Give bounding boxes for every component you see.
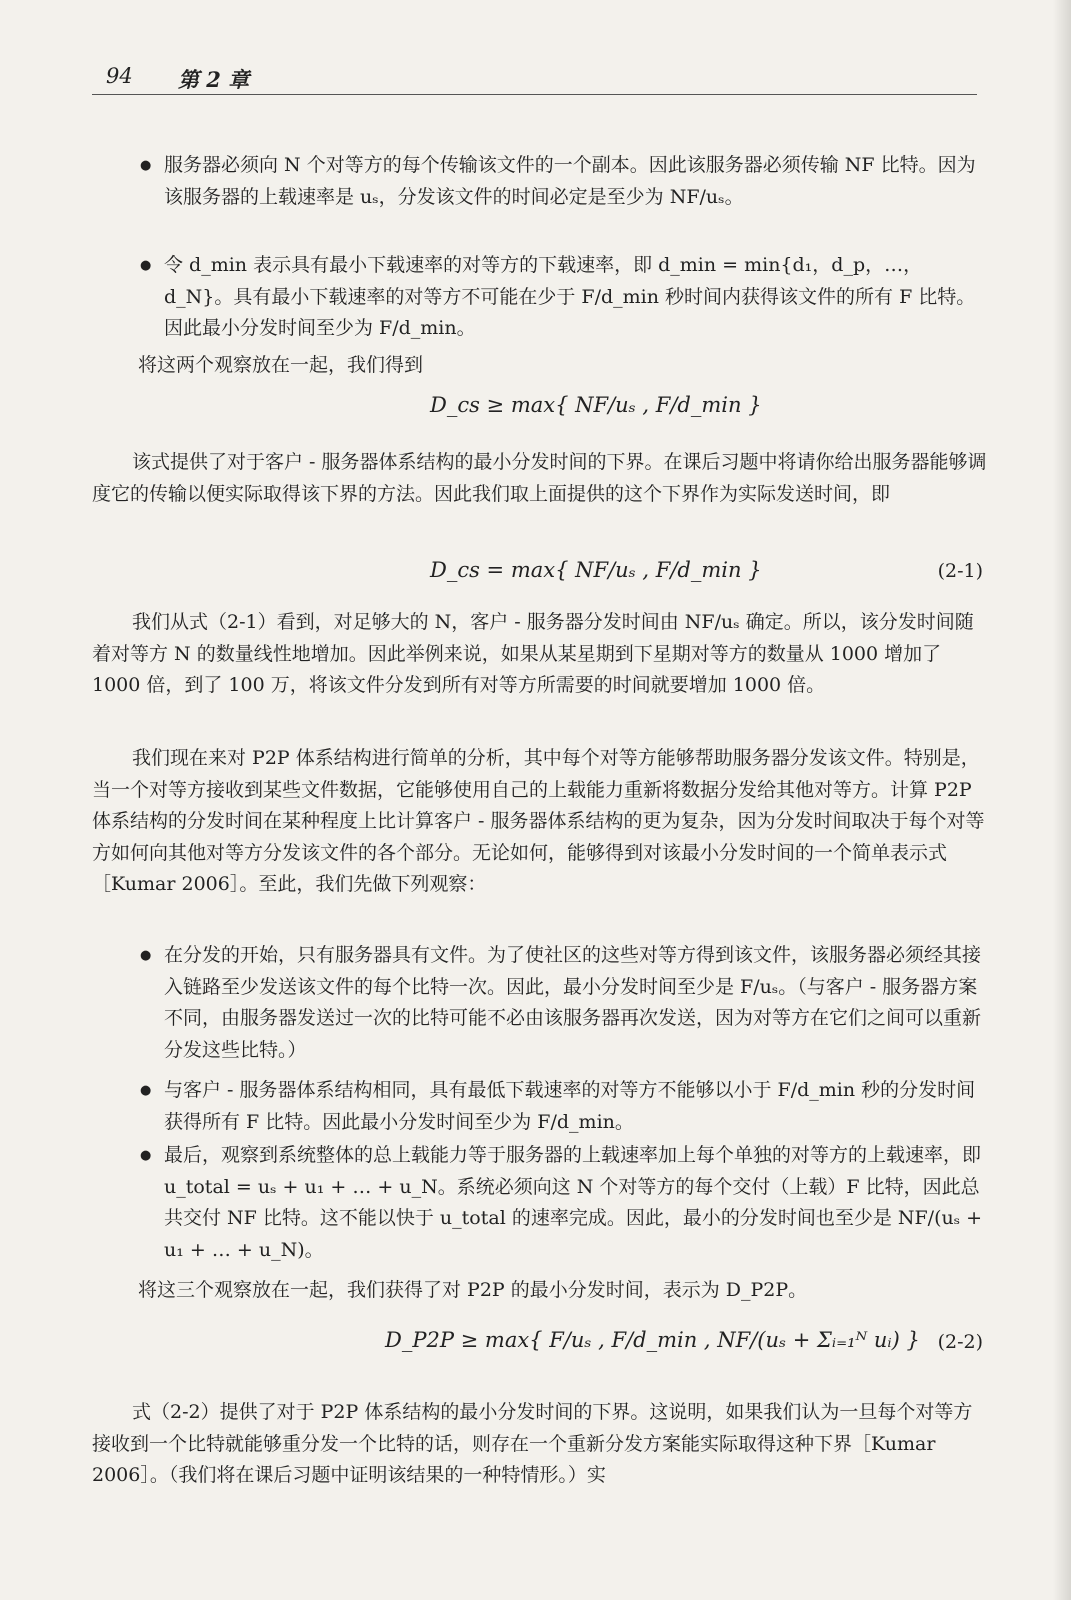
equation-2-2: D_P2P ≥ max{ F/uₛ , F/d_min , NF/(uₛ + Σᵢ₌₁ᴺ uᵢ) } bbox=[385, 1328, 920, 1352]
paragraph-p2p-lower-bound: 式（2-2）提供了对于 P2P 体系结构的最小分发时间的下界。这说明，如果我们认为一旦每个对等方接收到一个比特就能够重分发一个比特的话，则存在一个重新分发方案能实际取得这种下界［Kumar 2006］。（我们将在课后习题中证明该结果的一种特情形。）实 bbox=[92, 1401, 973, 1486]
page-number: 94 bbox=[106, 64, 133, 88]
equation-number-2-1: (2-1) bbox=[937, 560, 983, 582]
bullet-slowest-peer: ● 与客户 - 服务器体系结构相同，具有最低下载速率的对等方不能够以小于 F/d_min 秒的分发时间获得所有 F 比特。因此最小分发时间至少为 F/d_min。 bbox=[140, 1075, 990, 1138]
paragraph-combine-three: 将这三个观察放在一起，我们获得了对 P2P 的最小分发时间，表示为 D_P2P。 bbox=[138, 1279, 808, 1301]
equation-2-1: D_cs = max{ NF/uₛ , F/d_min } bbox=[430, 558, 762, 582]
running-header bbox=[92, 62, 977, 95]
bullet-total-upload: ● 最后，观察到系统整体的总上载能力等于服务器的上载速率加上每个单独的对等方的上载速率，即 u_total = uₛ + u₁ + … + u_N。系统必须向这 N 个对等方的每个交付（上载）F 比特，因此总共交付 NF 比特。这不能以快于 u_total 的速率完成。因此，最小的分发时间也至少是 NF/(uₛ + u₁ + … + u_N)。 bbox=[140, 1140, 990, 1266]
bullet-min-download: ● 令 d_min 表示具有最小下载速率的对等方的下载速率，即 d_min = min{d₁，d_p，…，d_N}。具有最小下载速率的对等方不可能在少于 F/d_min 秒时间内获得该文件的所有 F 比特。因此最小分发时间至少为 F/d_min。 bbox=[140, 250, 990, 345]
paragraph-linear-growth: 我们从式（2-1）看到，对足够大的 N，客户 - 服务器分发时间由 NF/uₛ 确定。所以，该分发时间随着对等方 N 的数量线性地增加。因此举例来说，如果从某星期到下星期对等方的数量从 1000 增加了 1000 倍，到了 100 万，将该文件分发到所有对等方所需要的时间就要增加 1000 倍。 bbox=[92, 611, 974, 696]
page-edge-shadow bbox=[1053, 0, 1071, 1600]
chapter-label: 第 2 章 bbox=[178, 67, 250, 92]
equation-number-2-2: (2-2) bbox=[937, 1331, 983, 1353]
bullet-server-transmit: ● 服务器必须向 N 个对等方的每个传输该文件的一个副本。因此该服务器必须传输 NF 比特。因为该服务器的上载速率是 uₛ，分发该文件的时间必定是至少为 NF/uₛ。 bbox=[140, 150, 990, 213]
paragraph-combine-two: 将这两个观察放在一起，我们得到 bbox=[138, 354, 424, 376]
paragraph-p2p-analysis: 我们现在来对 P2P 体系结构进行简单的分析，其中每个对等方能够帮助服务器分发该文件。特别是，当一个对等方接收到某些文件数据，它能够使用自己的上载能力重新将数据分发给其他对等方。计算 P2P 体系结构的分发时间在某种程度上比计算客户 - 服务器体系结构的更为复杂，因为分发时间取决于每个对等方如何向其他对等方分发该文件的各个部分。无论如何，能够得到对该最小分发时间的一个简单表示式［Kumar 2006］。至此，我们先做下列观察： bbox=[92, 747, 985, 895]
bullet-server-send-once: ● 在分发的开始，只有服务器具有文件。为了使社区的这些对等方得到该文件，该服务器必须经其接入链路至少发送该文件的每个比特一次。因此，最小分发时间至少是 F/uₛ。（与客户 - 服务器方案不同，由服务器发送过一次的比特可能不必由该服务器再次发送，因为对等方在它们之间可以重新分发这些比特。） bbox=[140, 940, 990, 1066]
equation-cs-bound: D_cs ≥ max{ NF/uₛ , F/d_min } bbox=[430, 393, 762, 417]
paragraph-lower-bound: 该式提供了对于客户 - 服务器体系结构的最小分发时间的下界。在课后习题中将请你给出服务器能够调度它的传输以便实际取得该下界的方法。因此我们取上面提供的这个下界作为实际发送时间，即 bbox=[92, 451, 987, 505]
